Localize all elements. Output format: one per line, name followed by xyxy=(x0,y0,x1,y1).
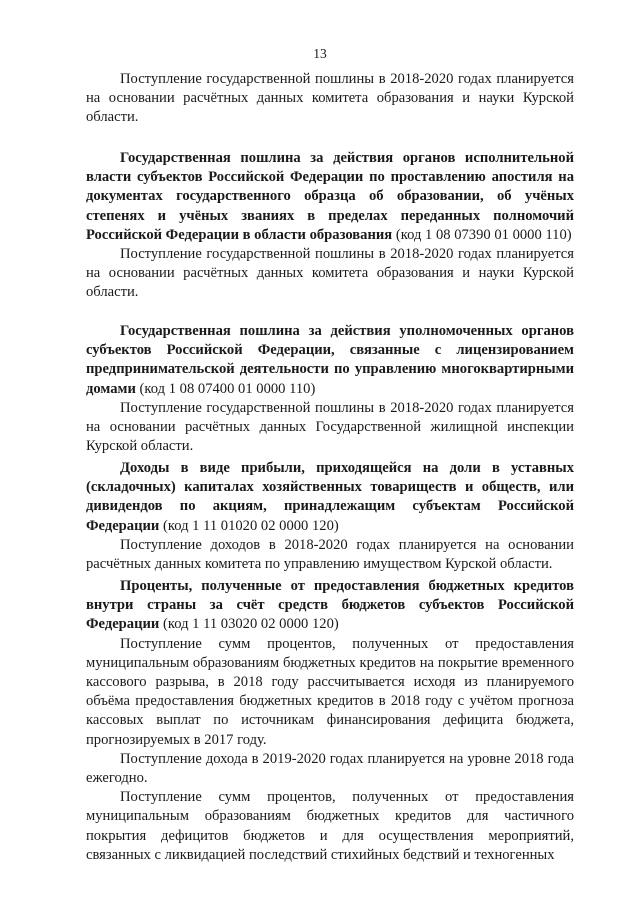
paragraph: Поступление сумм процентов, полученных от предоставления муниципальным образованиям бюджетных кредитов на покрытие временного кассового разрыва, в 2018 году рассчитывается исходя из планируемого объёма предоставления бюджетных кредитов в 2018 году с учётом прогноза кассовых выплат по источникам финансирования дефицита бюджета, прогнозируемых в 2017 году. xyxy=(86,635,574,748)
budget-code: (код 1 11 01020 02 0000 120) xyxy=(162,517,339,534)
section-heading-paragraph xyxy=(86,149,574,245)
section-5 xyxy=(86,577,574,865)
section-heading: Доходы в виде прибыли, приходящейся на доли в уставных (складочных) капиталах хозяйственных товариществ и обществ, или дивидендов по акциям, принадлежащим субъектам Российской Федерации xyxy=(86,460,574,534)
section-heading: Государственная пошлина за действия уполномоченных органов субъектов Российской Федерации, связанные с лицензированием предпринимательской деятельности по управлению многоквартирными домами xyxy=(86,323,574,397)
section-3 xyxy=(86,322,574,456)
section-heading: Государственная пошлина за действия органов исполнительной власти субъектов Российской Федерации по проставлению апостиля на документах государственного образца об образовании, об учёных степенях и учёных званиях в пределах переданных полномочий Российской Федерации в области образования xyxy=(86,150,574,243)
paragraph: Поступление государственной пошлины в 2018-2020 годах планируется на основании расчётных данных Государственной жилищной инспекции Курской области. xyxy=(86,399,574,455)
budget-code: (код 1 08 07390 01 0000 110) xyxy=(395,226,572,243)
section-4 xyxy=(86,459,574,574)
section-heading-paragraph xyxy=(86,322,574,399)
section-heading-paragraph xyxy=(86,577,574,635)
page-number: 13 xyxy=(313,46,327,61)
section-1 xyxy=(86,70,574,128)
paragraph: Поступление государственной пошлины в 2018-2020 годах планируется на основании расчётных данных комитета образования и науки Курской области. xyxy=(86,71,574,126)
paragraph: Поступление дохода в 2019-2020 годах планируется на уровне 2018 года ежегодно. xyxy=(86,750,574,787)
section-heading-paragraph xyxy=(86,459,574,536)
section-heading: Проценты, полученные от предоставления бюджетных кредитов внутри страны за счёт средств бюджетов субъектов Российской Федерации xyxy=(86,578,574,633)
paragraph: Поступление сумм процентов, полученных от предоставления муниципальным образованиям бюджетных кредитов для частичного покрытия дефицитов бюджетов и для осуществления мероприятий, связанных с ликвидацией последствий стихийных бедствий и техногенных xyxy=(86,789,574,863)
paragraph: Поступление доходов в 2018-2020 годах планируется на основании расчётных данных комитета по управлению имуществом Курской области. xyxy=(86,536,574,573)
section-2 xyxy=(86,149,574,303)
budget-code: (код 1 11 03020 02 0000 120) xyxy=(162,616,339,633)
budget-code: (код 1 08 07400 01 0000 110) xyxy=(139,380,316,397)
paragraph: Поступление государственной пошлины в 2018-2020 годах планируется на основании расчётных данных комитета образования и науки Курской области. xyxy=(86,246,574,301)
